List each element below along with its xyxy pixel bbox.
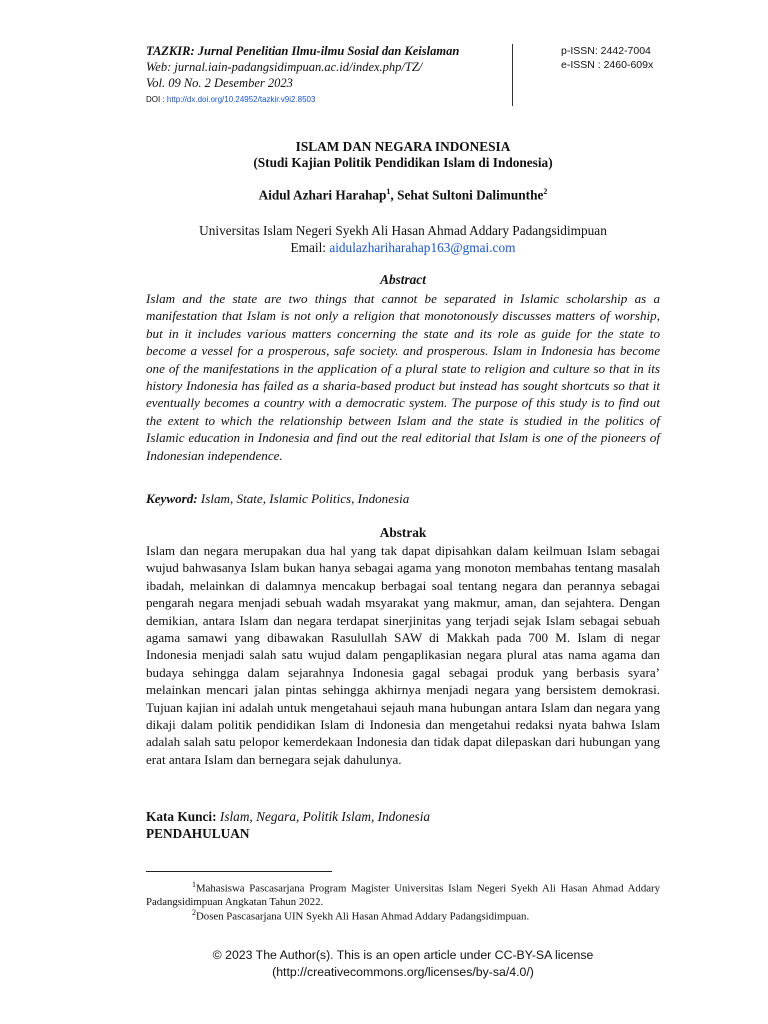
email-line [146, 239, 660, 256]
journal-volume: Vol. 09 No. 2 Desember 2023 [146, 76, 293, 90]
abstract-heading: Abstract [380, 272, 426, 287]
e-issn: e-ISSN : 2460-609x [561, 59, 654, 71]
abstrak-body: Islam dan negara merupakan dua hal yang tak dapat dipisahkan dalam keilmuan Islam sebagai wujud bahwasanya Islam bukan hanya sebagai agama yang monoton membahas tentang masalah ibadah, melainkan di dalamnya mencakup berbagai soal tentang negara dan perannya sebagai pengarah negara menjadi sebuah wadah msyarakat yang makmur, aman, dan sejahtera. Dengan demikian, antara Islam dan negara terdapat sinerjinitas yang terjadi sejak Islam sebagai sebuah agama samawi yang dibawakan Rasulullah SAW di Makkah pada 700 M. Islam di negar Indonesia menjadi salah satu wujud dalam pengaplikasian negara plural atas nama agama dan budaya sehingga dalam sejarahnya Indonesia gagal sebagai produk yang berbasis syara’ melainkan mencari jalan pintas sehingga akhirnya menjadi negara yang bersistem demokrasi. Tujuan kajian ini adalah untuk mengetahaui sejauh mana hubungan antara Islam dan negara yang dikaji dalam politik pendidikan Islam di Indonesia dan mengetahui redaksi nyata bahwa Islam adalah salah satu pelopor kemerdekaan Indonesia dan tidak dapat dilepaskan dari hubungan yang erat antara Islam dan bernegara sejak dahulunya. [146, 543, 660, 767]
journal-title: TAZKIR: Jurnal Penelitian Ilmu-ilmu Sosial dan Keislaman [146, 44, 460, 58]
footnote-2-marker: 2 [192, 908, 196, 917]
footnote-2 [146, 906, 660, 924]
affiliation-block [146, 222, 660, 256]
kata-kunci: Islam, Negara, Politik Islam, Indonesia [216, 809, 431, 824]
author-1-footnote-marker[interactable]: 1 [386, 187, 391, 196]
issn-block [561, 44, 653, 72]
section-heading-pendahuluan: PENDAHULUAN [146, 826, 250, 841]
license-notice [146, 947, 660, 981]
footnote-divider [146, 871, 332, 872]
abstrak-heading: Abstrak [379, 525, 427, 540]
doi-line [146, 95, 315, 104]
author-separator: , [390, 187, 398, 203]
kata-kunci-label: Kata Kunci: [146, 809, 217, 824]
p-issn: p-ISSN: 2442-7004 [561, 45, 651, 57]
doi-link[interactable]: http://dx.doi.org/10.24952/tazkir.v9i2.8503 [166, 95, 316, 104]
footnote-1 [146, 878, 660, 910]
author-1: Aidul Azhari Harahap [258, 187, 387, 203]
title-line-1: ISLAM DAN NEGARA INDONESIA [295, 139, 511, 154]
affiliation: Universitas Islam Negeri Syekh Ali Hasan Ahmad Addary Padangsidimpuan [199, 223, 607, 238]
journal-website: Web: jurnal.iain-padangsidimpuan.ac.id/index.php/TZ/ [146, 60, 423, 74]
keywords-line [146, 491, 660, 507]
license-line-2[interactable]: (http://creativecommons.org/licenses/by-sa/4.0/) [272, 965, 534, 979]
article-title [146, 139, 660, 171]
title-line-2: (Studi Kajian Politik Pendidikan Islam di Indonesia) [253, 155, 553, 170]
footnote-1-marker: 1 [192, 880, 196, 889]
footnote-2-text: Dosen Pascasarjana UIN Syekh Ali Hasan Ahmad Addary Padangsidimpuan. [196, 910, 530, 923]
author-2: Sehat Sultoni Dalimunthe [397, 187, 544, 203]
email-label: Email: [290, 240, 330, 255]
license-line-1: © 2023 The Author(s). This is an open article under CC-BY-SA license [212, 948, 594, 962]
author-2-footnote-marker[interactable]: 2 [543, 187, 548, 196]
keyword-label: Keyword: [146, 491, 198, 506]
keywords: Islam, State, Islamic Politics, Indonesia [197, 491, 410, 506]
header-divider [512, 44, 513, 106]
abstract-body: Islam and the state are two things that cannot be separated in Islamic scholarship as a manifestation that Islam is not only a religion that monotonously discusses matters of worship, but in it includes various matters concerning the state and its role as guide for the state to become a vessel for a prosperous, safe society. and prosperous. Islam in Indonesia has become one of the manifestations in the application of a plural state to religion and culture so that in its history Indonesia has failed as a sharia-based product but instead has sought shortcuts so that it eventually becomes a country with a democratic system. The purpose of this study is to find out the extent to which the relationship between Islam and the state is studied in the politics of Islamic education in Indonesia and find out the real editorial that Islam is one of the pioneers of Indonesian independence. [146, 291, 660, 463]
kata-kunci-line [146, 809, 660, 825]
authors [146, 187, 660, 203]
email-link[interactable]: aidulazhariharahap163@gmai.com [329, 240, 516, 255]
doi-label: DOI : [146, 95, 167, 104]
footnote-1-text: Mahasiswa Pascasarjana Program Magister Universitas Islam Negeri Syekh Ali Hasan Ahmad Addary Padangsidimpuan Angkatan Tahun 2022. [146, 882, 660, 909]
